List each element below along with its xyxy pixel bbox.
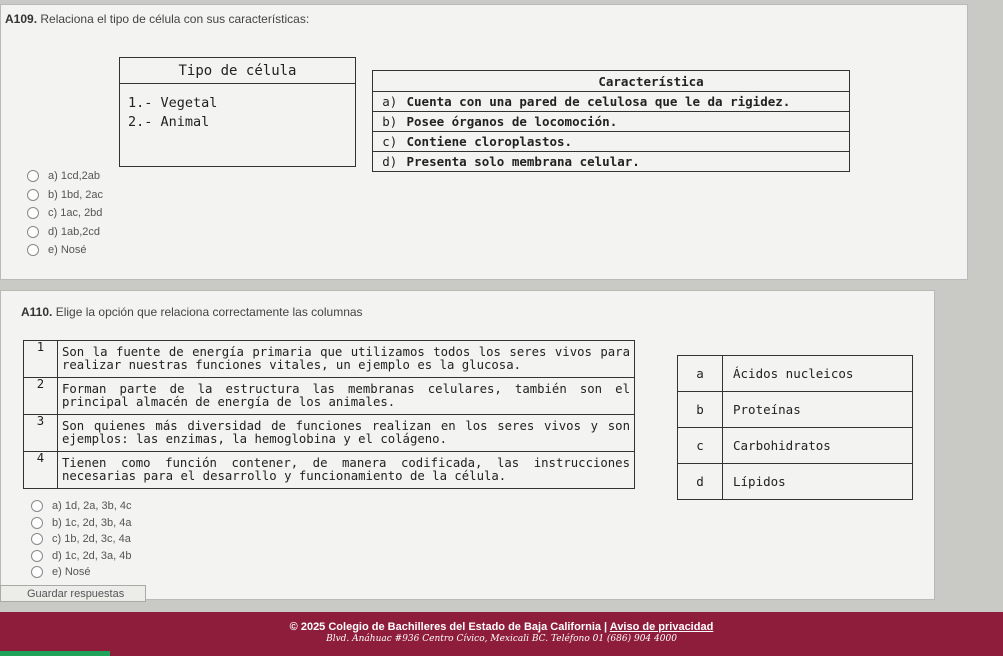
row-number: 4 — [24, 452, 58, 489]
row-text: Contiene cloroplastos. — [407, 132, 850, 152]
footer-copyright — [0, 621, 1003, 633]
option-e[interactable] — [27, 241, 103, 260]
option-a[interactable] — [31, 498, 132, 515]
table-row — [678, 428, 913, 464]
characteristics-table — [372, 70, 850, 172]
radio-button[interactable] — [27, 244, 39, 256]
option-e[interactable] — [31, 564, 132, 581]
row-letter: d — [678, 464, 723, 500]
option-label: d) 1c, 2d, 3a, 4b — [52, 549, 132, 562]
radio-button[interactable] — [27, 207, 39, 219]
a110-options — [31, 498, 132, 581]
radio-button[interactable] — [31, 500, 43, 512]
radio-button[interactable] — [31, 566, 43, 578]
option-b[interactable] — [27, 186, 103, 205]
radio-button[interactable] — [27, 189, 39, 201]
table-row — [24, 378, 635, 415]
radio-button[interactable] — [31, 517, 43, 529]
table-row — [24, 452, 635, 489]
row-text: Posee órganos de locomoción. — [407, 112, 850, 132]
row-number: 2 — [24, 378, 58, 415]
row-text: Tienen como función contener, de manera codificada, las instrucciones necesarias para el desarrollo y funcionamiento de la célula. — [58, 452, 635, 489]
functions-table — [23, 340, 635, 489]
question-number: A110. — [21, 305, 53, 319]
characteristics-header: Característica — [373, 71, 850, 92]
table-row — [373, 132, 850, 152]
radio-button[interactable] — [27, 170, 39, 182]
row-letter: b) — [373, 112, 407, 132]
radio-button[interactable] — [31, 550, 43, 562]
option-label: b) 1bd, 2ac — [48, 188, 104, 201]
option-label: e) Nosé — [52, 566, 91, 579]
row-number: 3 — [24, 415, 58, 452]
row-letter: a — [678, 356, 723, 392]
row-text: Son quienes más diversidad de funciones realizan en los seres vivos y son ejemplos: las enzimas, la hemoglobina y el colágeno. — [58, 415, 635, 452]
row-text: Presenta solo membrana celular. — [407, 152, 850, 172]
option-label: c) 1ac, 2bd — [48, 207, 103, 220]
option-c[interactable] — [31, 531, 132, 548]
radio-button[interactable] — [27, 226, 39, 238]
table-row — [678, 464, 913, 500]
save-answers-button[interactable]: Guardar respuestas — [0, 585, 146, 602]
table-row — [678, 392, 913, 428]
row-number: 1 — [24, 341, 58, 378]
radio-button[interactable] — [31, 533, 43, 545]
option-d[interactable] — [31, 548, 132, 565]
cell-type-item: 1.- Vegetal — [128, 95, 218, 111]
option-c[interactable] — [27, 204, 103, 223]
footer-address: Blvd. Anáhuac #936 Centro Cívico, Mexicali BC. Teléfono 01 (686) 904 4000 — [326, 634, 677, 644]
row-letter: d) — [373, 152, 407, 172]
footer — [0, 612, 1003, 656]
question-text: Elige la opción que relaciona correctamente las columnas — [55, 305, 363, 319]
question-text: Relaciona el tipo de célula con sus características: — [40, 12, 310, 26]
option-label: d) 1ab,2cd — [48, 225, 100, 238]
question-a110-title — [21, 305, 363, 319]
row-text: Proteínas — [723, 392, 913, 428]
footer-accent-strip — [0, 651, 110, 656]
row-letter: b — [678, 392, 723, 428]
row-letter: a) — [373, 92, 407, 112]
option-d[interactable] — [27, 223, 103, 242]
question-a110-card — [0, 290, 935, 600]
row-text: Lípidos — [723, 464, 913, 500]
option-label: a) 1d, 2a, 3b, 4c — [52, 500, 132, 513]
a109-options — [27, 167, 103, 260]
cell-type-list — [120, 84, 356, 167]
option-a[interactable] — [27, 167, 103, 186]
question-a109-card — [0, 4, 968, 280]
row-letter: c) — [373, 132, 407, 152]
row-text: Son la fuente de energía primaria que utilizamos todos los seres vivos para realizar nuestras funciones vitales, un ejemplo es la glucosa. — [58, 341, 635, 378]
option-label: a) 1cd,2ab — [48, 170, 100, 183]
row-text: Carbohidratos — [723, 428, 913, 464]
option-b[interactable] — [31, 515, 132, 532]
table-row — [373, 112, 850, 132]
option-label: e) Nosé — [48, 244, 87, 257]
footer-copyright-text: © 2025 Colegio de Bachilleres del Estado de Baja California | — [289, 621, 610, 633]
table-row — [373, 152, 850, 172]
table-row — [24, 415, 635, 452]
table-row — [678, 356, 913, 392]
cell-type-item: 2.- Animal — [128, 114, 210, 130]
row-text: Cuenta con una pared de celulosa que le da rigidez. — [407, 92, 850, 112]
table-row — [24, 341, 635, 378]
cell-type-header: Tipo de célula — [120, 58, 356, 84]
question-a109-title — [5, 12, 309, 26]
question-number: A109. — [5, 12, 38, 26]
table-row — [373, 92, 850, 112]
biomolecules-table — [677, 355, 913, 500]
option-label: b) 1c, 2d, 3b, 4a — [52, 516, 132, 529]
cell-type-table — [119, 57, 356, 167]
row-letter: c — [678, 428, 723, 464]
privacy-link[interactable]: Aviso de privacidad — [609, 621, 714, 633]
row-text: Forman parte de la estructura las membranas celulares, también son el principal almacén de energía de los animales. — [58, 378, 635, 415]
row-text: Ácidos nucleicos — [723, 356, 913, 392]
option-label: c) 1b, 2d, 3c, 4a — [52, 533, 131, 546]
